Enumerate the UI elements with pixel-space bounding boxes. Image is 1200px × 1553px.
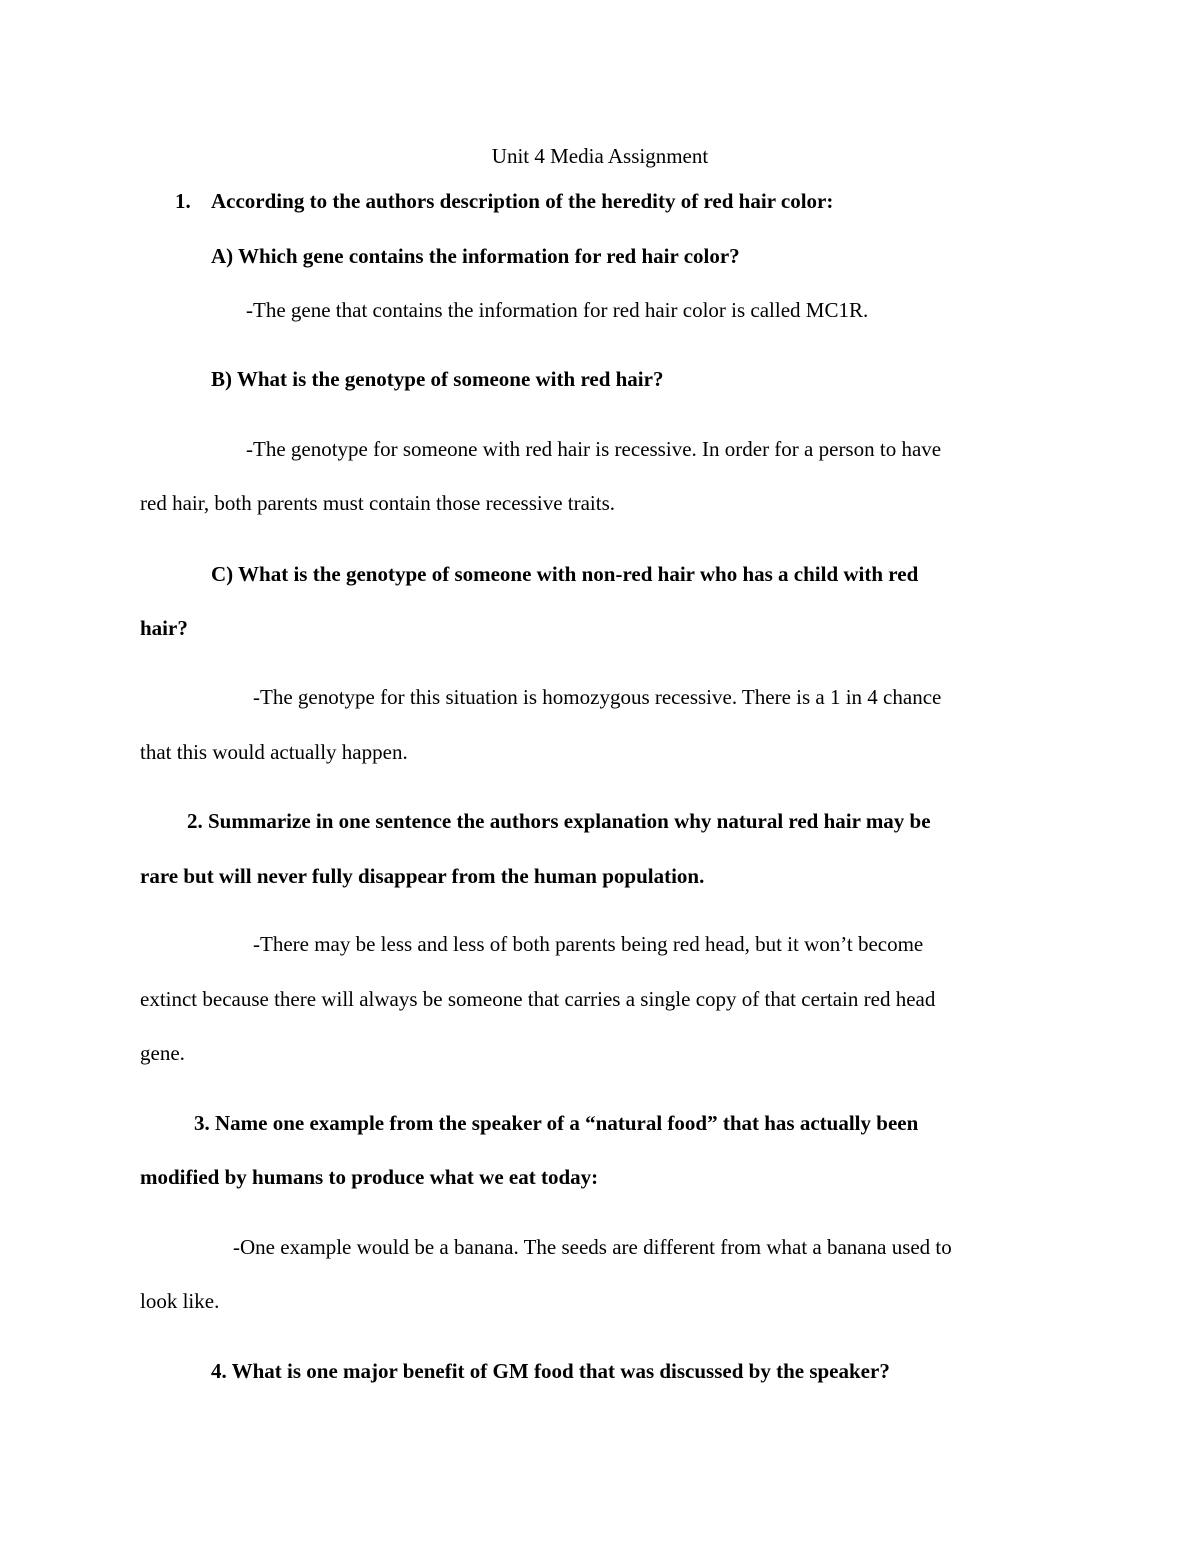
q3-answer-line-2: look like.: [140, 1289, 220, 1313]
q1a-question: A) Which gene contains the information for red hair color?: [211, 244, 740, 268]
q3-answer-line-1: -One example would be a banana. The seeds are different from what a banana used to: [233, 1235, 952, 1259]
q1b-question: B) What is the genotype of someone with red hair?: [211, 367, 664, 391]
q1-question: According to the authors description of the heredity of red hair color:: [211, 189, 834, 213]
q4-question: 4. What is one major benefit of GM food that was discussed by the speaker?: [211, 1359, 890, 1383]
q1c-question-line-2: hair?: [140, 616, 188, 640]
q2-question-line-2: rare but will never fully disappear from the human population.: [140, 864, 705, 888]
q1b-answer-line-2: red hair, both parents must contain those recessive traits.: [140, 491, 616, 515]
q1c-question-line-1: C) What is the genotype of someone with non-red hair who has a child with red: [211, 562, 919, 586]
document-title: Unit 4 Media Assignment: [491, 144, 709, 168]
q2-answer-line-1: -There may be less and less of both parents being red head, but it won’t become: [253, 932, 924, 956]
q1-number: 1.: [175, 189, 191, 213]
q2-answer-line-3: gene.: [140, 1041, 185, 1065]
q1a-answer: -The gene that contains the information for red hair color is called MC1R.: [246, 298, 869, 322]
q1c-answer-line-1: -The genotype for this situation is homozygous recessive. There is a 1 in 4 chance: [253, 685, 942, 709]
q3-question-line-2: modified by humans to produce what we eat today:: [140, 1165, 599, 1189]
q1b-answer-line-1: -The genotype for someone with red hair is recessive. In order for a person to have: [246, 437, 942, 461]
q2-answer-line-2: extinct because there will always be someone that carries a single copy of that certain red head: [140, 987, 936, 1011]
q3-question-line-1: 3. Name one example from the speaker of a “natural food” that has actually been: [194, 1111, 919, 1135]
q2-question-line-1: 2. Summarize in one sentence the authors explanation why natural red hair may be: [187, 809, 931, 833]
q1c-answer-line-2: that this would actually happen.: [140, 740, 408, 764]
